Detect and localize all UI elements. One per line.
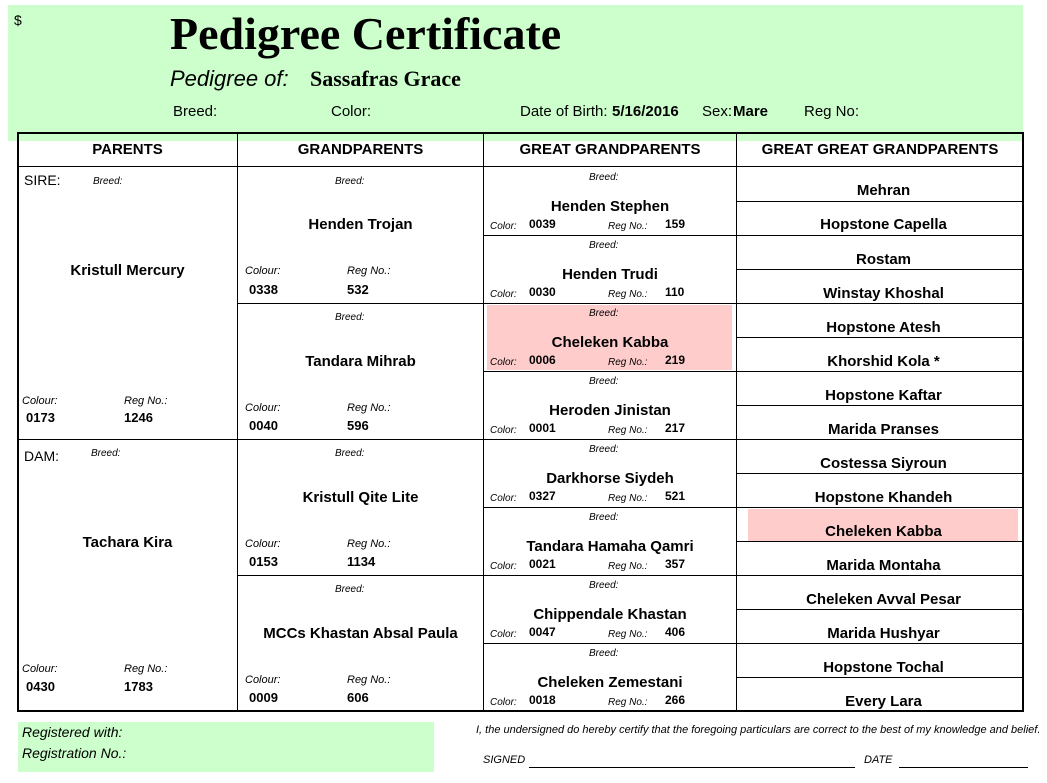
col-head-parents: PARENTS xyxy=(92,141,163,158)
ggp-color: 0001 xyxy=(529,421,556,435)
gggp-divider-3 xyxy=(737,337,1023,338)
ggp-regno: 159 xyxy=(665,217,686,231)
gggp-name: Marida Pranses xyxy=(828,421,939,438)
ggp-divider-1 xyxy=(484,235,1023,236)
ggp-regno-label: Reg No.: xyxy=(608,561,648,572)
dam-colour-label: Colour: xyxy=(22,663,58,675)
gggp-name: Marida Montaha xyxy=(826,557,941,574)
gp-divider-1 xyxy=(238,303,1023,304)
ggp-name: Darkhorse Siydeh xyxy=(546,470,674,487)
gggp-divider-4 xyxy=(737,405,1023,406)
gggp-name: Mehran xyxy=(856,182,911,199)
gggp-divider-2 xyxy=(737,269,1023,270)
gp-regno: 596 xyxy=(347,418,369,433)
dam-breed-label: Breed: xyxy=(91,448,121,459)
gp-name: Henden Trojan xyxy=(308,216,413,233)
sire-name: Kristull Mercury xyxy=(70,262,185,279)
gp-colour-label: Colour: xyxy=(245,674,281,686)
gp-regno-label: Reg No.: xyxy=(347,674,391,686)
dam-name: Tachara Kira xyxy=(82,534,173,551)
signature-line xyxy=(529,767,855,768)
ggp-breed-label: Breed: xyxy=(589,240,619,251)
ggp-name: Henden Trudi xyxy=(562,266,658,283)
gp-colour-label: Colour: xyxy=(245,538,281,550)
ggp-breed-label: Breed: xyxy=(589,376,619,387)
registration-no-label: Registration No.: xyxy=(22,745,127,761)
date-line xyxy=(899,767,1028,768)
ggp-name: Heroden Jinistan xyxy=(549,402,671,419)
dam-colour: 0430 xyxy=(26,679,55,694)
certification-text: I, the undersigned do hereby certify that the foregoing particulars are correct to the best of my knowledge and belief. xyxy=(476,724,1041,736)
ggp-regno: 521 xyxy=(665,489,686,503)
ggp-color-label: Color: xyxy=(490,357,517,368)
ggp-name: Henden Stephen xyxy=(550,198,670,215)
gp-colour-label: Colour: xyxy=(245,402,281,414)
ggp-name: Cheleken Zemestani xyxy=(537,674,683,691)
gp-regno: 532 xyxy=(347,282,369,297)
gp-breed-label: Breed: xyxy=(335,584,365,595)
registered-with-label: Registered with: xyxy=(22,724,123,740)
gp-regno: 1134 xyxy=(347,554,376,569)
ggp-color: 0030 xyxy=(529,285,556,299)
ggp-regno: 406 xyxy=(665,625,686,639)
gggp-name: Cheleken Avval Pesar xyxy=(806,591,961,608)
date-label: DATE xyxy=(864,754,893,766)
ggp-color: 0018 xyxy=(529,693,556,707)
ggp-divider-3 xyxy=(484,507,1023,508)
gp-breed-label: Breed: xyxy=(335,448,365,459)
regno-label: Reg No: xyxy=(804,103,860,120)
ggp-regno: 219 xyxy=(665,353,686,367)
gggp-name: Hopstone Atesh xyxy=(826,319,941,336)
corner-mark: $ xyxy=(14,12,22,28)
ggp-regno: 217 xyxy=(665,421,686,435)
dam-regno-label: Reg No.: xyxy=(124,663,168,675)
gggp-divider-1 xyxy=(737,201,1023,202)
gggp-name: Costessa Siyroun xyxy=(820,455,947,472)
gp-colour: 0040 xyxy=(249,418,278,433)
ggp-regno-label: Reg No.: xyxy=(608,493,648,504)
gggp-divider-5 xyxy=(737,473,1023,474)
ggp-regno-label: Reg No.: xyxy=(608,629,648,640)
gggp-name: Hopstone Kaftar xyxy=(825,387,942,404)
ggp-regno-label: Reg No.: xyxy=(608,221,648,232)
gp-name: MCCs Khastan Absal Paula xyxy=(263,625,458,642)
signed-label: SIGNED xyxy=(483,754,526,766)
ggp-name: Chippendale Khastan xyxy=(533,606,687,623)
gp-regno-label: Reg No.: xyxy=(347,265,391,277)
gp-breed-label: Breed: xyxy=(335,312,365,323)
dob-label: Date of Birth: xyxy=(520,103,608,120)
gggp-name: Hopstone Khandeh xyxy=(814,489,953,506)
ggp-color-label: Color: xyxy=(490,561,517,572)
dob-value: 5/16/2016 xyxy=(612,103,679,120)
gggp-name: Cheleken Kabba xyxy=(825,523,942,540)
ggp-regno-label: Reg No.: xyxy=(608,289,648,300)
gggp-name: Winstay Khoshal xyxy=(823,285,944,302)
ggp-breed-label: Breed: xyxy=(589,172,619,183)
table-top-border xyxy=(17,132,1024,134)
pedigree-of-label: Pedigree of: xyxy=(170,66,289,91)
header-row-divider xyxy=(18,166,1023,167)
col-head-great-grandparents: GREAT GRANDPARENTS xyxy=(519,141,701,158)
table-left-border xyxy=(17,132,19,712)
ggp-regno: 266 xyxy=(665,693,686,707)
col-divider-2 xyxy=(483,133,484,711)
ggp-color: 0047 xyxy=(529,625,556,639)
gp-divider-2 xyxy=(238,575,1023,576)
ggp-color: 0039 xyxy=(529,217,556,231)
ggp-color-label: Color: xyxy=(490,697,517,708)
table-bottom-border xyxy=(17,710,1024,712)
gggp-name: Marida Hushyar xyxy=(827,625,940,642)
ggp-color-label: Color: xyxy=(490,425,517,436)
ggp-color: 0006 xyxy=(529,353,556,367)
ggp-breed-label: Breed: xyxy=(589,308,619,319)
sex-label: Sex: xyxy=(702,103,733,120)
ggp-breed-label: Breed: xyxy=(589,580,619,591)
gp-colour-label: Colour: xyxy=(245,265,281,277)
gp-name: Tandara Mihrab xyxy=(305,353,416,370)
ggp-regno-label: Reg No.: xyxy=(608,357,648,368)
ggp-breed-label: Breed: xyxy=(589,648,619,659)
ggp-breed-label: Breed: xyxy=(589,444,619,455)
gp-name: Kristull Qite Lite xyxy=(302,489,419,506)
gp-colour: 0338 xyxy=(249,282,278,297)
gggp-name: Hopstone Capella xyxy=(820,216,947,233)
ggp-regno-label: Reg No.: xyxy=(608,425,648,436)
ggp-regno: 357 xyxy=(665,557,686,571)
ggp-divider-2 xyxy=(484,371,1023,372)
gp-regno: 606 xyxy=(347,690,369,705)
gggp-divider-8 xyxy=(737,677,1023,678)
ggp-color-label: Color: xyxy=(490,493,517,504)
gp-colour: 0009 xyxy=(249,690,278,705)
color-label: Color: xyxy=(331,103,372,120)
sire-colour: 0173 xyxy=(26,410,55,425)
sire-dam-divider xyxy=(18,439,1023,440)
sire-label: SIRE: xyxy=(24,172,61,188)
dam-regno: 1783 xyxy=(124,679,153,694)
gggp-divider-7 xyxy=(737,609,1023,610)
horse-name: Sassafras Grace xyxy=(310,66,461,91)
ggp-color-label: Color: xyxy=(490,221,517,232)
ggp-color: 0021 xyxy=(529,557,556,571)
gggp-name: Khorshid Kola * xyxy=(827,353,940,370)
ggp-breed-label: Breed: xyxy=(589,512,619,523)
gggp-name: Every Lara xyxy=(845,693,922,710)
gp-regno-label: Reg No.: xyxy=(347,538,391,550)
ggp-regno: 110 xyxy=(665,285,685,299)
ggp-name: Cheleken Kabba xyxy=(551,334,669,351)
ggp-name: Tandara Hamaha Qamri xyxy=(526,538,694,555)
gggp-divider-6 xyxy=(737,541,1023,542)
gp-regno-label: Reg No.: xyxy=(347,402,391,414)
col-head-grandparents: GRANDPARENTS xyxy=(297,141,424,158)
certificate-title: Pedigree Certificate xyxy=(170,8,562,59)
ggp-divider-4 xyxy=(484,643,1023,644)
breed-label: Breed: xyxy=(173,103,218,120)
gp-colour: 0153 xyxy=(249,554,278,569)
sire-breed-label: Breed: xyxy=(93,176,123,187)
sire-regno: 1246 xyxy=(124,410,153,425)
sire-regno-label: Reg No.: xyxy=(124,395,168,407)
sire-colour-label: Colour: xyxy=(22,395,58,407)
ggp-color: 0327 xyxy=(529,489,556,503)
ggp-color-label: Color: xyxy=(490,629,517,640)
dam-label: DAM: xyxy=(24,448,59,464)
gggp-name: Hopstone Tochal xyxy=(823,659,944,676)
col-head-great-great-grandparents: GREAT GREAT GRANDPARENTS xyxy=(761,141,999,158)
gggp-name: Rostam xyxy=(855,251,911,268)
ggp-regno-label: Reg No.: xyxy=(608,697,648,708)
sex-value: Mare xyxy=(733,103,769,120)
ggp-color-label: Color: xyxy=(490,289,517,300)
gp-breed-label: Breed: xyxy=(335,176,365,187)
